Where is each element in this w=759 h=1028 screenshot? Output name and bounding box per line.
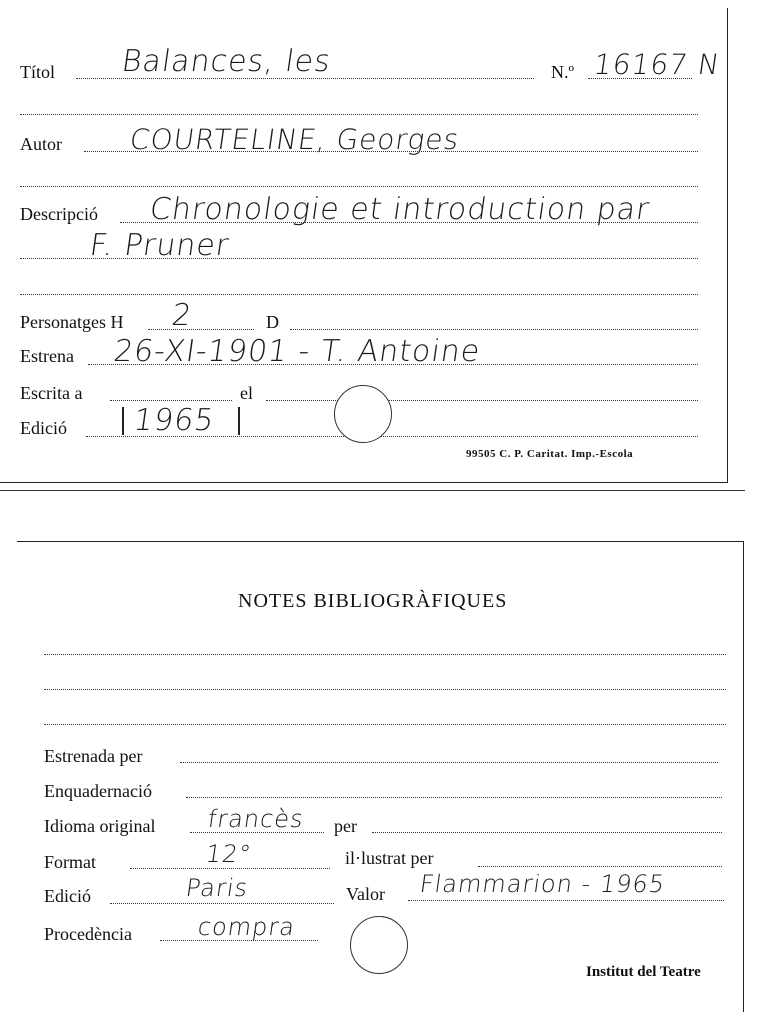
rule-estrenada [180,762,718,763]
rule-edicio-2 [110,903,334,904]
rule-idioma-per [372,832,722,833]
label-descripcio: Descripció [20,204,98,224]
label-el: el [240,383,253,403]
value-numero: 16167 N [591,48,723,81]
rule-autor-2 [20,186,698,187]
label-edicio-2: Edició [44,886,91,906]
label-idioma: Idioma original [44,816,156,836]
value-descripcio-1: Chronologie et introduction par [147,192,653,227]
value-titol: Balances, les [119,44,334,79]
value-edicio-1: 1965 [131,403,217,438]
value-valor: Flammarion - 1965 [418,870,668,898]
label-estrena: Estrena [20,346,74,366]
rule-notes-3 [44,724,726,725]
rule-escrita [110,400,232,401]
label-numero: N.º [551,62,575,82]
value-estrena: 26-XI-1901 - T. Antoine [111,334,483,369]
label-enquadernacio: Enquadernació [44,781,152,801]
rule-el [266,400,698,401]
label-illustrat: il·lustrat per [345,848,434,868]
value-edicio-2: Paris [184,874,251,902]
label-idioma-per: per [334,816,357,836]
value-descripcio-2: F. Pruner [87,228,232,263]
institution-name: Institut del Teatre [586,964,701,980]
value-idioma: francès [206,805,306,833]
rule-personatges-h [148,329,254,330]
rule-notes-1 [44,654,726,655]
label-personatges-h: Personatges H [20,312,124,332]
label-edicio-1: Edició [20,418,67,438]
value-format: 12° [204,840,254,868]
rule-titol-2 [20,114,698,115]
rule-format [130,868,330,869]
rule-notes-2 [44,689,726,690]
printer-imprint: 99505 C. P. Caritat. Imp.-Escola [466,448,634,460]
punch-hole [334,385,392,443]
card2-title: NOTES BIBLIOGRÀFIQUES [238,590,508,612]
rule-enquadernacio [186,797,722,798]
rule-illustrat [478,866,722,867]
value-autor: COURTELINE, Georges [127,123,462,156]
card-edge-line [0,490,745,491]
punch-hole [350,916,408,974]
label-format: Format [44,852,96,872]
rule-personatges-d [290,329,698,330]
rule-valor [408,900,724,901]
label-valor: Valor [346,884,385,904]
rule-descripcio-3 [20,294,698,295]
value-personatges-h: 2 [169,298,195,333]
label-titol: Títol [20,62,55,82]
value-procedencia: compra [196,913,298,941]
label-escrita: Escrita a [20,383,83,403]
label-personatges-d: D [266,312,279,332]
label-autor: Autor [20,134,62,154]
label-estrenada: Estrenada per [44,746,143,766]
label-procedencia: Procedència [44,924,132,944]
